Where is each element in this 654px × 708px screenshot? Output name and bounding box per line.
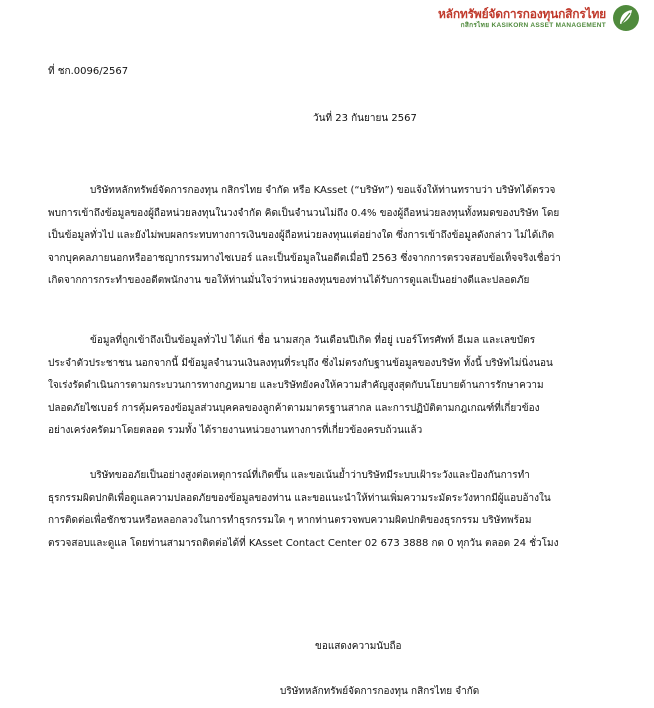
paragraph-line: จากบุคคลภายนอกหรืออาชญากรรมทางไซเบอร์ และเป็นข้อมูลในอดีตเมื่อปี 2563 ซึ่งจากการตรวจสอบข้อเท็จจริงเชื่อว่า [48,252,561,264]
signer-company: บริษัทหลักทรัพย์จัดการกองทุน กสิกรไทย จำกัด [280,686,480,697]
header-logo [438,4,640,32]
paragraph-line: ธุรกรรมผิดปกติเพื่อดูแลความปลอดภัยของข้อมูลของท่าน และขอแนะนำให้ท่านเพิ่มความระมัดระวังหากมีผู้แอบอ้างใน [48,492,551,504]
paragraph-line: บริษัทหลักทรัพย์จัดการกองทุน กสิกรไทย จำกัด หรือ KAsset (“บริษัท”) ขอแจ้งให้ท่านทราบว่า บริษัทได้ตรวจ [90,185,556,196]
paragraph-line: พบการเข้าถึงข้อมูลของผู้ถือหน่วยลงทุนในวงจำกัด คิดเป็นจำนวนไม่ถึง 0.4% ของผู้ถือหน่วยลงทุนทั้งหมดของบริษัท โดย [48,207,560,219]
paragraph-line: ข้อมูลที่ถูกเข้าถึงเป็นข้อมูลทั่วไป ได้แก่ ชื่อ นามสกุล วันเดือนปีเกิด ที่อยู่ เบอร์โทรศัพท์ อีเมล และเลขบัตร [90,335,536,346]
kasikorn-leaf-icon [612,4,640,32]
paragraph-line: ปลอดภัยไซเบอร์ การคุ้มครองข้อมูลส่วนบุคคลของลูกค้าตามมาตรฐานสากล และการปฏิบัติตามกฎเกณฑ์ที่เกี่ยวข้อง [48,402,540,414]
paragraph-line: อย่างเคร่งครัดมาโดยตลอด รวมทั้ง ได้รายงานหน่วยงานทางการที่เกี่ยวข้องครบถ้วนแล้ว [48,425,423,436]
closing-salutation: ขอแสดงความนับถือ [315,641,402,652]
paragraph-line: บริษัทขออภัยเป็นอย่างสูงต่อเหตุการณ์ที่เกิดขึ้น และขอเน้นย้ำว่าบริษัทมีระบบเฝ้าระวังและป้องกันการทำ [90,470,530,481]
paragraph-1 [48,180,561,293]
letter-date: วันที่ 23 กันยายน 2567 [313,113,417,124]
paragraph-line: เป็นข้อมูลทั่วไป และยังไม่พบผลกระทบทางการเงินของผู้ถือหน่วยลงทุนแต่อย่างใด ซึ่งการเข้าถึงข้อมูลดังกล่าว ไม่ได้เกิด [48,230,555,241]
paragraph-2 [48,330,553,443]
paragraph-line: การติดต่อเพื่อชักชวนหรือหลอกลวงในการทำธุรกรรมใด ๆ หากท่านตรวจพบความผิดปกติของธุรกรรม บริษัทพร้อม [48,515,532,526]
paragraph-line: เกิดจากการกระทำของอดีตพนักงาน ขอให้ท่านมั่นใจว่าหน่วยลงทุนของท่านได้รับการดูแลเป็นอย่างดีและปลอดภัย [48,275,530,286]
paragraph-line: ประจำตัวประชาชน นอกจากนี้ มีข้อมูลจำนวนเงินลงทุนที่ระบุถึง ซึ่งไม่ตรงกับฐานข้อมูลของบริษัท ทั้งนี้ บริษัทไม่นิ่งนอน [48,357,553,369]
paragraph-line: ใจเร่งรัดดำเนินการตามกระบวนการทางกฎหมาย และบริษัทยังคงให้ความสำคัญสูงสุดกับนโยบายด้านการรักษาความ [48,380,544,391]
logo-text [438,7,606,30]
paragraph-line: ตรวจสอบและดูแล โดยท่านสามารถติดต่อได้ที่ KAsset Contact Center 02 673 3888 กด 0 ทุกวัน ตลอด 24 ชั่วโมง [48,537,559,549]
logo-english-name: กสิกรไทย KASIKORN ASSET MANAGEMENT [460,21,606,29]
reference-number: ที่ ชก.0096/2567 [48,66,129,77]
paragraph-3 [48,465,559,555]
logo-thai-name: หลักทรัพย์จัดการกองทุนกสิกรไทย [437,6,606,21]
